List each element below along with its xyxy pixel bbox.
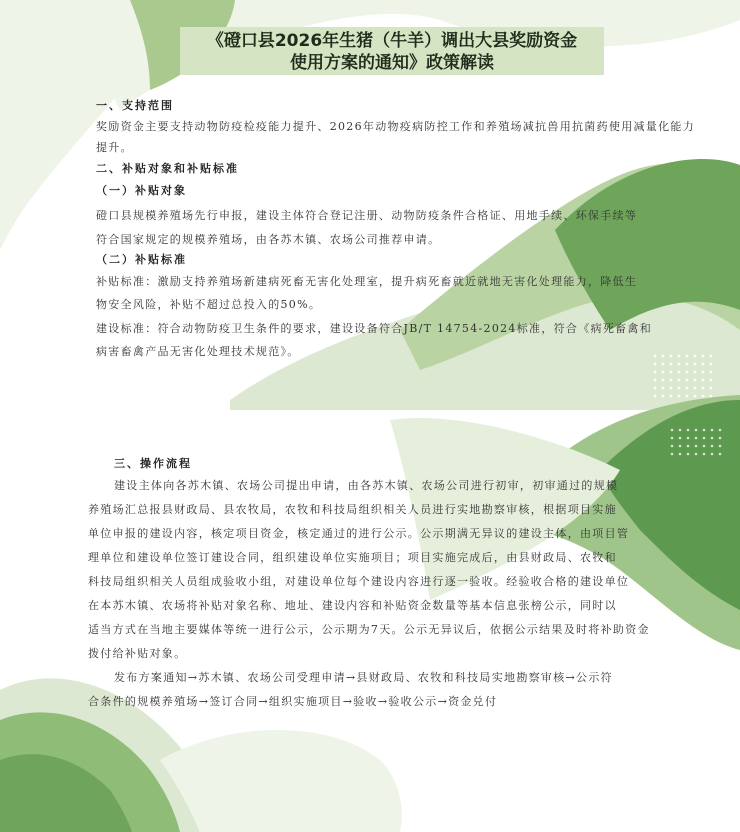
decor-dot: [711, 453, 714, 456]
decor-dot: [679, 437, 682, 440]
section3-line3: 单位申报的建设内容，核定项目资金，核定通过的进行公示。公示期满无异议的建设主体，由项目管: [88, 527, 630, 540]
decor-dot: [711, 437, 714, 440]
decor-dot: [686, 395, 689, 398]
section3-line4: 理单位和建设单位签订建设合同，组织建设单位实施项目；项目实施完成后，由县财政局、农牧和: [88, 551, 617, 564]
decor-dot: [687, 445, 690, 448]
decor-dot: [654, 371, 657, 374]
decor-dot: [703, 445, 706, 448]
decor-dot: [703, 437, 706, 440]
decor-dot: [702, 387, 705, 390]
decor-dot: [702, 379, 705, 382]
decor-dot: [654, 387, 657, 390]
decor-dot: [687, 429, 690, 432]
page-title-line1: 《磴口县2026年生猪（牛羊）调出大县奖励资金: [206, 31, 578, 51]
section2-sub2-heading: （二）补贴标准: [96, 253, 187, 266]
decor-dot: [670, 363, 673, 366]
decor-dot: [710, 355, 713, 358]
section2-sub2-line1: 补贴标准：激励支持养殖场新建病死畜无害化处理室，提升病死畜就近就地无害化处理能力，降低生: [96, 275, 638, 288]
decor-dot: [710, 395, 713, 398]
section2-sub1-heading: （一）补贴对象: [96, 184, 187, 197]
section2-sub2-line3: 建设标准：符合动物防疫卫生条件的要求，建设设备符合JB/T 14754-2024标准，符合《病死畜禽和: [96, 322, 653, 335]
decor-dot: [695, 453, 698, 456]
section3-line1: 建设主体向各苏木镇、农场公司提出申请，由各苏木镇、农场公司进行初审，初审通过的规模: [114, 479, 619, 492]
decor-dot: [662, 363, 665, 366]
decor-dot: [686, 355, 689, 358]
section2-sub1-line1: 磴口县规模养殖场先行申报，建设主体符合登记注册、动物防疫条件合格证、用地手续、环保手续等: [96, 209, 638, 222]
decor-dot: [678, 395, 681, 398]
section3-line2: 养殖场汇总报县财政局、县农牧局，农牧和科技局组织相关人员进行实地勘察审核，根据项目实施: [88, 503, 617, 516]
decor-dot: [703, 453, 706, 456]
decor-dot: [710, 371, 713, 374]
section1-line2: 提升。: [96, 141, 133, 154]
decor-dot: [671, 429, 674, 432]
decor-dot: [671, 437, 674, 440]
decor-dot: [654, 379, 657, 382]
decor-dot: [654, 395, 657, 398]
decor-dot: [711, 445, 714, 448]
decor-dot: [679, 445, 682, 448]
decor-dot: [678, 371, 681, 374]
decor-dot: [695, 429, 698, 432]
section3-flow-line2: 合条件的规模养殖场→签订合同→组织实施项目→验收→验收公示→资金兑付: [88, 695, 498, 708]
section2-sub2-line2: 物安全风险，补贴不超过总投入的50%。: [96, 298, 322, 311]
section3-line7: 适当方式在当地主要媒体等统一进行公示，公示期为7天。公示无异议后，依据公示结果及时将补助资金: [88, 623, 650, 636]
decor-dot: [702, 355, 705, 358]
decor-dot: [694, 379, 697, 382]
decor-dot: [703, 429, 706, 432]
decor-dot: [671, 445, 674, 448]
decor-dot: [687, 437, 690, 440]
decor-dot: [702, 371, 705, 374]
decor-dot: [710, 387, 713, 390]
decor-dot: [662, 371, 665, 374]
decor-dot: [710, 379, 713, 382]
decor-dot: [678, 379, 681, 382]
decor-dot: [719, 429, 722, 432]
section3-heading: 三、操作流程: [114, 457, 192, 470]
decor-dot: [662, 387, 665, 390]
decor-dot: [694, 355, 697, 358]
decor-dot: [671, 453, 674, 456]
decor-dot: [686, 363, 689, 366]
section3-line8: 拨付给补贴对象。: [88, 647, 187, 660]
page-title-line2: 使用方案的通知》政策解读: [290, 53, 494, 73]
decor-dot: [702, 363, 705, 366]
decor-dot: [694, 371, 697, 374]
decor-dot: [702, 395, 705, 398]
decor-dot: [719, 453, 722, 456]
decor-dot: [679, 429, 682, 432]
decor-dot: [694, 387, 697, 390]
decor-dot: [695, 437, 698, 440]
section2-sub2-line4: 病害畜禽产品无害化处理技术规范》。: [96, 345, 300, 358]
decor-dot: [686, 387, 689, 390]
decor-dot: [686, 379, 689, 382]
title-banner: [180, 27, 604, 75]
leaf-shape-bottom-center: [160, 730, 402, 832]
decor-dot: [670, 387, 673, 390]
decor-dot: [710, 363, 713, 366]
decor-dot: [687, 453, 690, 456]
decor-dot: [678, 363, 681, 366]
section2-heading: 二、补贴对象和补贴标准: [96, 162, 239, 175]
decor-dot: [678, 355, 681, 358]
decor-dot: [678, 387, 681, 390]
section3-line6: 在本苏木镇、农场将补贴对象名称、地址、建设内容和补贴资金数量等基本信息张榜公示，同时以: [88, 599, 617, 612]
decor-dot: [719, 445, 722, 448]
decor-dot: [654, 363, 657, 366]
decor-dot: [670, 371, 673, 374]
decor-dot: [694, 363, 697, 366]
decor-dot: [670, 379, 673, 382]
decor-dot: [719, 437, 722, 440]
decor-dot: [662, 379, 665, 382]
decor-dot: [695, 445, 698, 448]
decor-dot: [654, 355, 657, 358]
section1-line1: 奖励资金主要支持动物防疫检疫能力提升、2026年动物疫病防控工作和养殖场减抗兽用抗菌药使用减量化能力: [96, 120, 695, 133]
decor-dot: [670, 395, 673, 398]
section3-flow-line1: 发布方案通知→苏木镇、农场公司受理申请→县财政局、农牧和科技局实地勘察审核→公示符: [114, 671, 613, 684]
decor-dot: [711, 429, 714, 432]
decor-dot: [662, 395, 665, 398]
section2-sub1-line2: 符合国家规定的规模养殖场，由各苏木镇、农场公司推荐申请。: [96, 233, 441, 246]
decor-dot: [686, 371, 689, 374]
decor-dot: [679, 453, 682, 456]
decor-dot: [694, 395, 697, 398]
section1-heading: 一、支持范围: [96, 99, 174, 112]
decor-dot: [662, 355, 665, 358]
section3-line5: 科技局组织相关人员组成验收小组，对建设单位每个建设内容进行逐一验收。经验收合格的建设单位: [88, 575, 630, 588]
decor-dot: [670, 355, 673, 358]
